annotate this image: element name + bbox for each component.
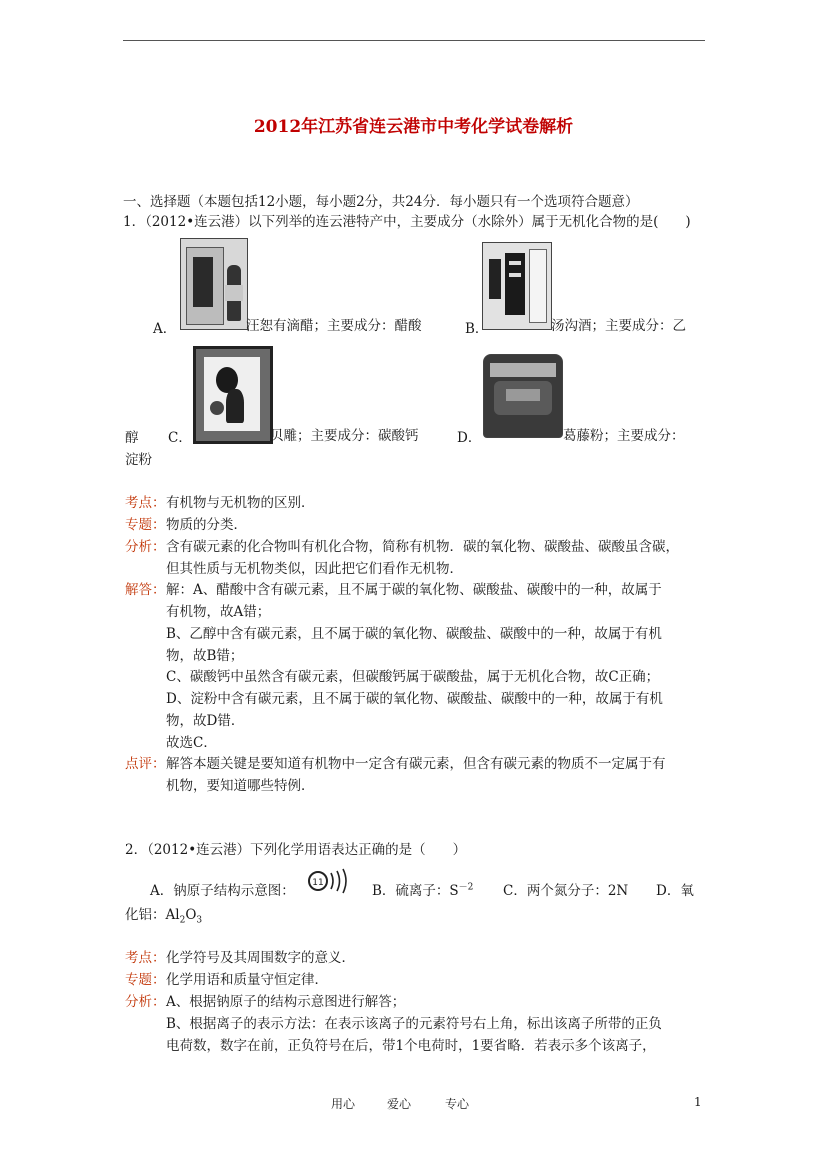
page-title: 2012年江苏省连云港市中考化学试卷解析 [253, 117, 574, 137]
q1-jieda-line: 故选C． [166, 735, 217, 751]
q2-fenxi-line: 电荷数，数字在前，正负符号在后，带1个电荷时，1要省略．若表示多个该离子， [166, 1038, 656, 1054]
q2-fenxi-line: A、根据钠原子的结构示意图进行解答； [166, 994, 406, 1010]
q1-stem: 1．（2012•连云港）以下列举的连云港特产中，主要成分（水除外）属于无机化合物的是( ) [123, 214, 691, 230]
q1-dianping-line: 机物，要知道哪些特例． [166, 778, 315, 794]
q2-zhuanti: 化学用语和质量守恒定律． [166, 972, 328, 988]
sulfide-charge: －2 [458, 882, 474, 893]
q2-option-a-text: A．钠原子结构示意图： [150, 883, 295, 899]
al-subscript: 2 [179, 915, 186, 926]
q2-option-b [372, 879, 473, 899]
q1-jieda-line: 解：A、醋酸中含有碳元素，且不属于碳的氧化物、碳酸盐、碳酸中的一种，故属于 [166, 582, 662, 598]
q2-fenxi-label: 分析： [125, 994, 166, 1010]
q1-jieda-line: B、乙醇中含有碳元素，且不属于碳的氧化物、碳酸盐、碳酸中的一种，故属于有机 [166, 626, 662, 642]
q1-kaodian: 有机物与无机物的区别． [166, 495, 315, 511]
option-a-text: 汪恕有滴醋；主要成分：醋酸 [246, 318, 422, 334]
q1-dianping-line: 解答本题关键是要知道有机物中一定含有碳元素，但含有碳元素的物质不一定属于有 [166, 756, 666, 772]
q2-option-d-cont [125, 903, 202, 926]
option-a-letter: A． [153, 321, 177, 337]
q1-zhuanti-label: 专题： [125, 517, 166, 533]
q2-fenxi-line: B、根据离子的表示方法：在表示该离子的元素符号右上角，标出该离子所带的正负 [166, 1016, 662, 1032]
option-d-letter: D． [457, 430, 482, 446]
q2-option-b-text: B．硫离子： [372, 883, 450, 899]
option-b-text-cont: 醇 [125, 430, 139, 446]
al-symbol: Al [165, 907, 180, 923]
option-d-image [483, 354, 563, 438]
q1-jieda-line: 物，故D错． [166, 713, 245, 729]
q1-jieda-line: C、碳酸钙中虽然含有碳元素，但碳酸钙属于碳酸盐，属于无机化合物，故C正确； [166, 669, 660, 685]
sulfide-symbol: S [449, 883, 459, 899]
q1-jieda-line: 有机物，故A错； [166, 604, 271, 620]
option-d-text: 葛藤粉；主要成分： [563, 428, 685, 444]
option-b-letter: B． [465, 321, 489, 337]
q2-option-d-text: D．氧 [656, 883, 694, 899]
header-rule [123, 40, 705, 41]
q1-fenxi-line: 含有碳元素的化合物叫有机化合物，简称有机物．碳的氧化物、碳酸盐、碳酸虽含碳， [166, 539, 679, 555]
q1-jieda-line: D、淀粉中含有碳元素，且不属于碳的氧化物、碳酸盐、碳酸中的一种，故属于有机 [166, 691, 663, 707]
section-heading: 一、选择题（本题包括12小题，每小题2分，共24分．每小题只有一个选项符合题意） [123, 194, 639, 210]
q1-jieda-label: 解答： [125, 582, 166, 598]
q2-stem: 2．（2012•连云港）下列化学用语表达正确的是（ ） [125, 842, 467, 858]
q1-fenxi-line: 但其性质与无机物类似，因此把它们看作无机物． [166, 561, 463, 577]
q1-dianping-label: 点评： [125, 756, 166, 772]
option-b-image [482, 242, 552, 330]
q2-option-d-cont-text: 化铝： [125, 907, 166, 923]
svg-text:11: 11 [312, 878, 324, 888]
option-c-letter: C． [168, 430, 192, 446]
q1-fenxi-label: 分析： [125, 539, 166, 555]
option-c-image [193, 346, 273, 444]
q2-option-c-text: C．两个氮分子：2N [503, 883, 629, 899]
q2-kaodian: 化学符号及其周围数字的意义． [166, 950, 355, 966]
option-a-image [180, 238, 248, 330]
sodium-atom-diagram [304, 866, 352, 896]
option-c-text: 贝雕；主要成分：碳酸钙 [270, 428, 419, 444]
option-b-text: 汤沟酒；主要成分：乙 [551, 318, 686, 334]
q2-kaodian-label: 考点： [125, 950, 166, 966]
q2-zhuanti-label: 专题： [125, 972, 166, 988]
footer-right: 专心 [445, 1097, 470, 1111]
page-number: 1 [694, 1095, 702, 1109]
q1-zhuanti: 物质的分类． [166, 517, 247, 533]
q1-kaodian-label: 考点： [125, 495, 166, 511]
footer-left: 用心 [331, 1097, 356, 1111]
footer-middle: 爱心 [387, 1097, 412, 1111]
q1-jieda-line: 物，故B错； [166, 648, 244, 664]
o-subscript: 3 [196, 915, 203, 926]
option-d-text-cont: 淀粉 [125, 452, 152, 468]
o-symbol: O [185, 907, 197, 923]
